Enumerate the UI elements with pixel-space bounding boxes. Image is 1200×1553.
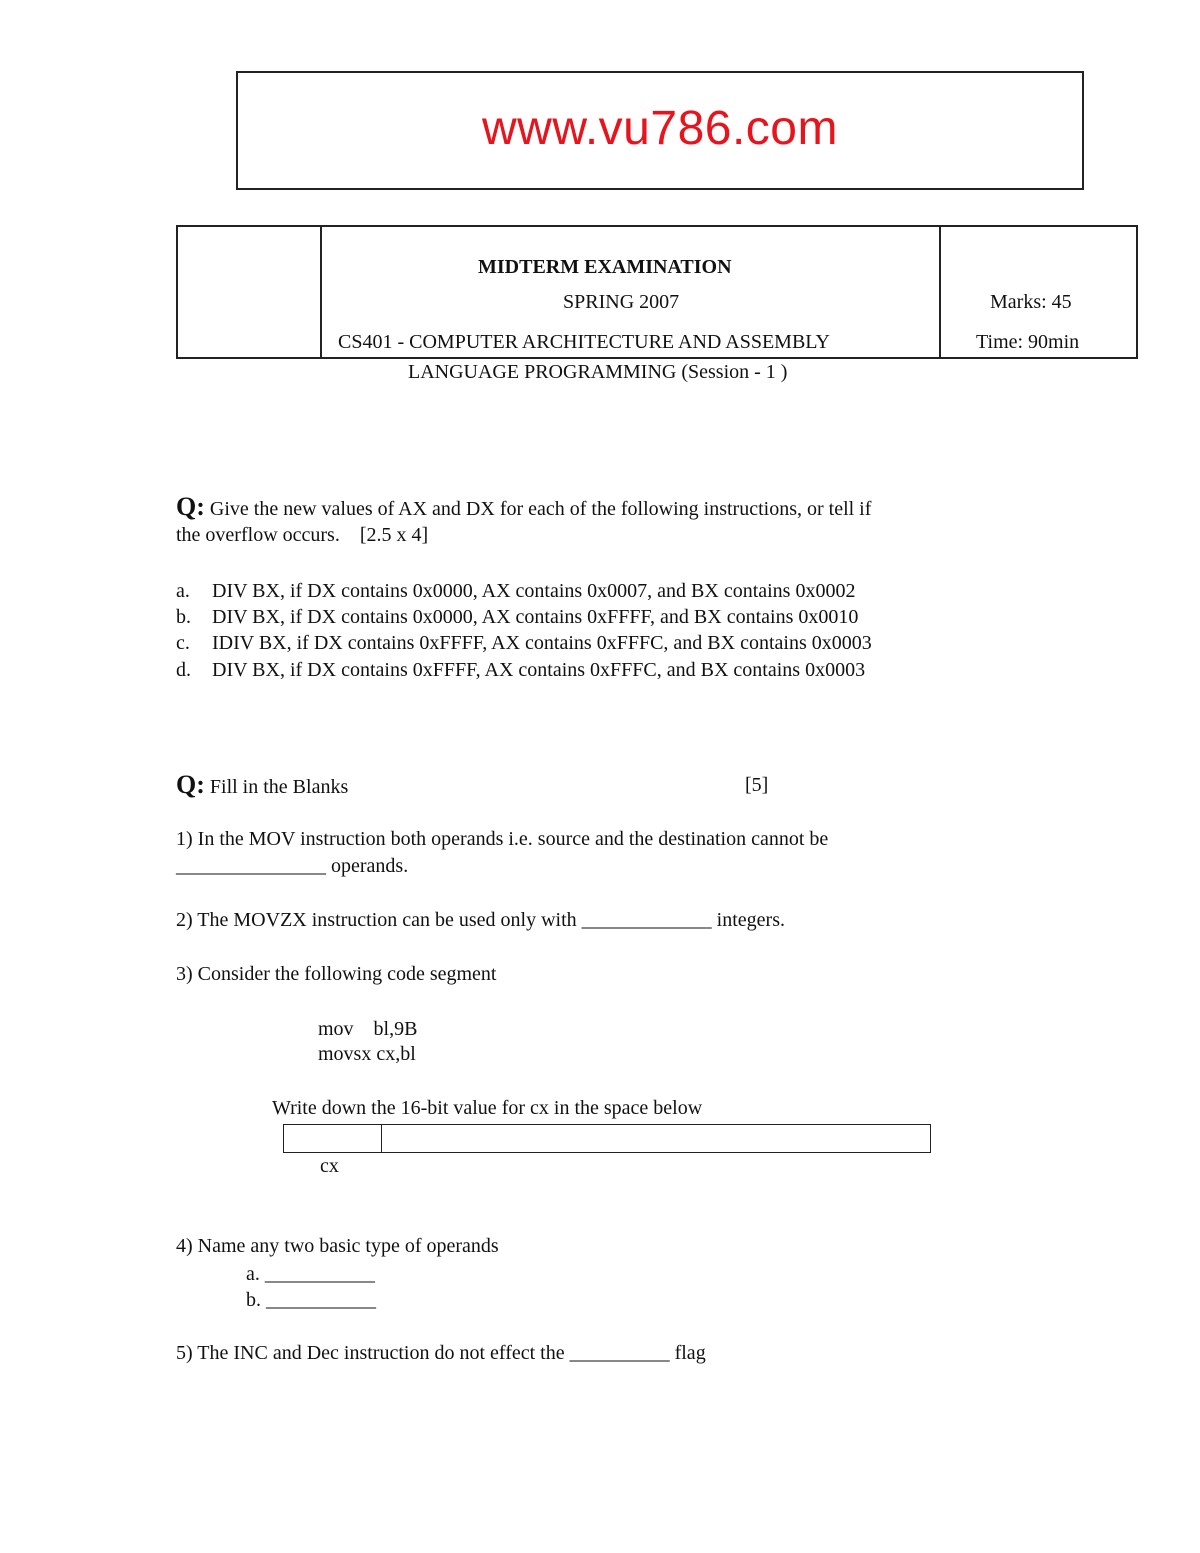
header-empty-cell — [178, 227, 322, 357]
cx-answer-box[interactable] — [283, 1124, 931, 1153]
list-item: c. IDIV BX, if DX contains 0xFFFF, AX contains 0xFFFC, and BX contains 0x0003 — [176, 632, 872, 654]
list-item: b. DIV BX, if DX contains 0x0000, AX contains 0xFFFF, and BX contains 0x0010 — [176, 606, 859, 628]
site-banner — [236, 71, 1084, 190]
course-title-line1: CS401 - COMPUTER ARCHITECTURE AND ASSEMBLY — [338, 331, 830, 353]
cx-instruction: Write down the 16-bit value for cx in the space below — [272, 1097, 703, 1119]
cx-label: cx — [320, 1155, 339, 1177]
blank-1-line1: 1) In the MOV instruction both operands i.e. source and the destination cannot be — [176, 828, 829, 850]
blank-4b: b. ___________ — [246, 1289, 376, 1311]
list-item: d. DIV BX, if DX contains 0xFFFF, AX contains 0xFFFC, and BX contains 0x0003 — [176, 659, 866, 681]
site-url[interactable]: www.vu786.com — [482, 102, 838, 155]
question-2-label: Q: — [176, 770, 205, 799]
code-line-2: movsx cx,bl — [318, 1043, 416, 1065]
blank-2: 2) The MOVZX instruction can be used only with _____________ integers. — [176, 909, 785, 931]
question-2-text: Fill in the Blanks — [209, 776, 349, 798]
blank-1-line2: _______________ operands. — [176, 855, 409, 877]
cx-box-divider — [381, 1125, 382, 1152]
exam-marks: Marks: 45 — [990, 291, 1072, 313]
blank-3: 3) Consider the following code segment — [176, 963, 497, 985]
exam-term: SPRING 2007 — [563, 291, 680, 313]
exam-time: Time: 90min — [976, 331, 1080, 353]
blank-4a: a. ___________ — [246, 1263, 375, 1285]
code-line-1: mov bl,9B — [318, 1018, 418, 1040]
blank-5: 5) The INC and Dec instruction do not effect the __________ flag — [176, 1342, 706, 1364]
course-title-line2: LANGUAGE PROGRAMMING (Session - 1 ) — [408, 361, 788, 383]
question-2-marks: [5] — [745, 774, 769, 796]
blank-4: 4) Name any two basic type of operands — [176, 1235, 499, 1257]
question-2 — [176, 770, 348, 800]
list-item: a. DIV BX, if DX contains 0x0000, AX contains 0x0007, and BX contains 0x0002 — [176, 580, 856, 602]
question-1-text-line2: the overflow occurs. [2.5 x 4] — [176, 524, 429, 546]
question-1 — [176, 492, 871, 522]
question-1-text: Give the new values of AX and DX for each of the following instructions, or tell if — [209, 498, 872, 520]
exam-title: MIDTERM EXAMINATION — [478, 256, 732, 278]
question-1-label: Q: — [176, 492, 205, 521]
